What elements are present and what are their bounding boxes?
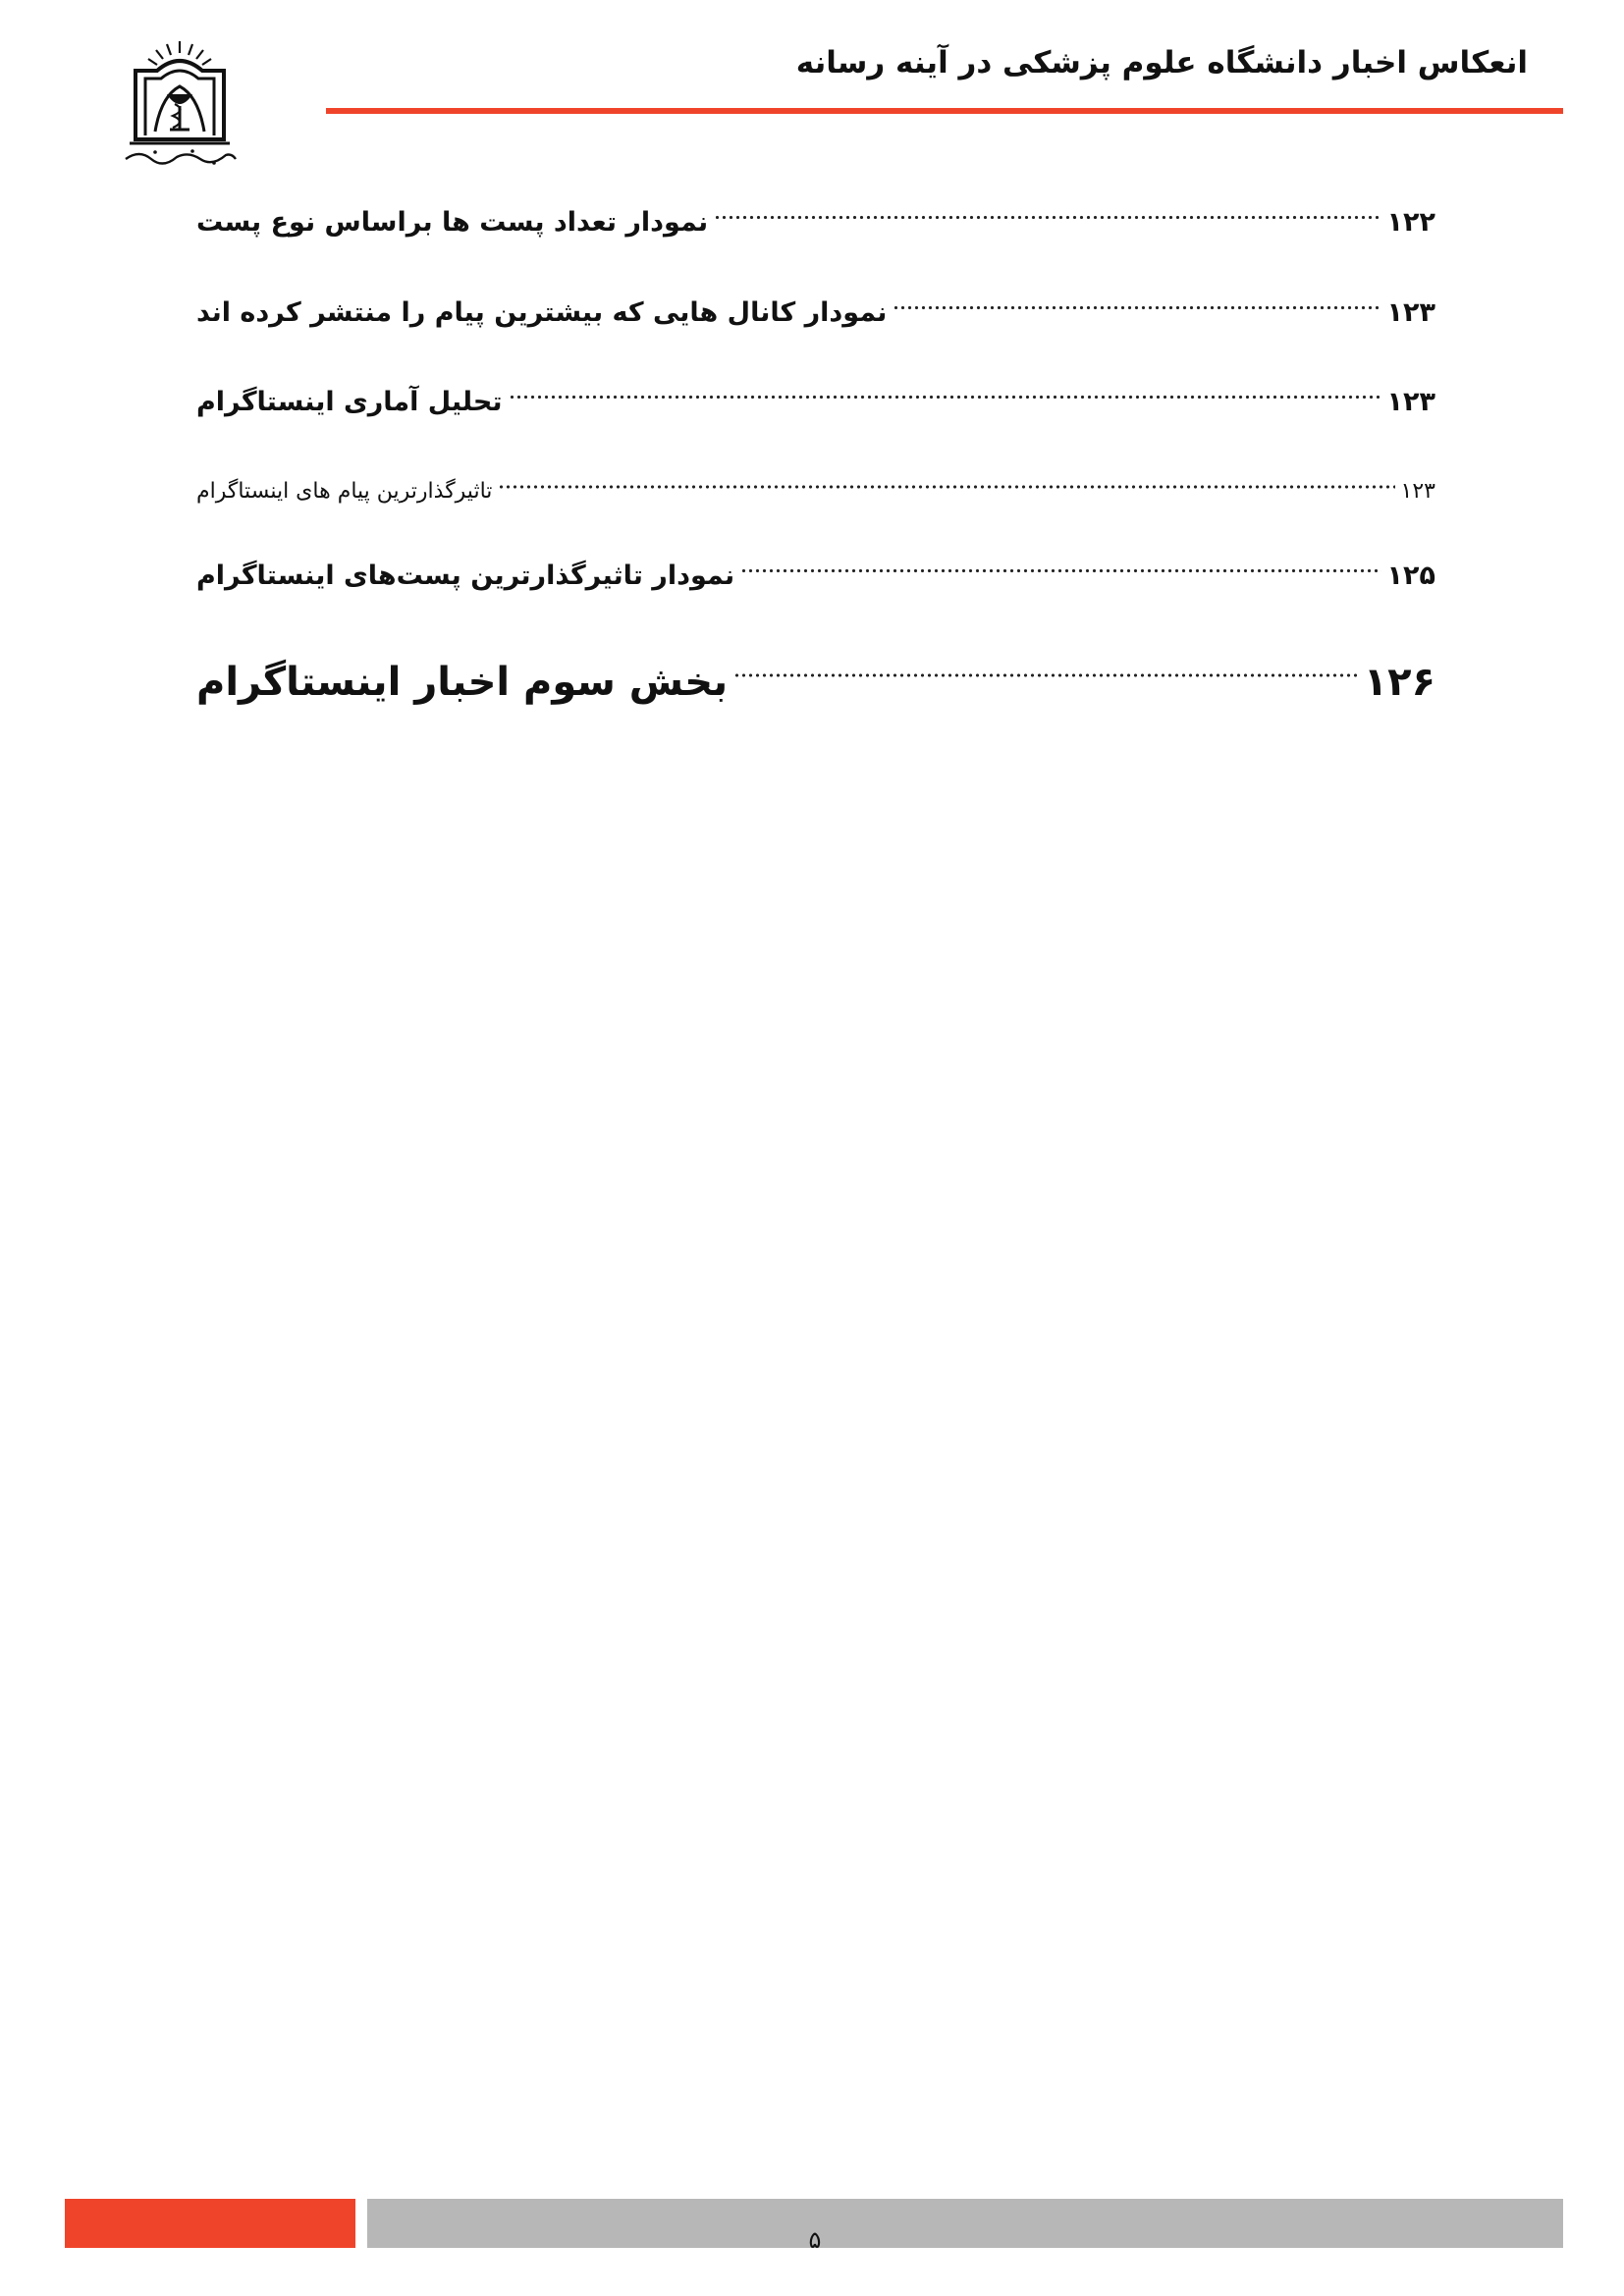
toc-entry[interactable]: [196, 558, 1435, 591]
toc-entry[interactable]: [196, 294, 1435, 328]
toc-entry-page: ۱۲۵: [1386, 561, 1435, 591]
footer-accent-bar: [65, 2199, 355, 2248]
header-rule: [326, 108, 1563, 114]
toc-entry-label: نمودار کانال هایی که بیشترین پیام را منتشر کرده اند: [196, 297, 888, 328]
toc-entry-label: تاثیرگذارترین پیام های اینستاگرام: [196, 479, 493, 504]
page-number: ۵: [808, 2226, 822, 2254]
toc-leader-dots: [509, 384, 1381, 410]
toc-entry-page: ۱۲۳: [1400, 479, 1435, 504]
toc-entry[interactable]: [196, 204, 1435, 238]
toc-entry-label: تحلیل آماری اینستاگرام: [196, 387, 503, 417]
toc-leader-dots: [498, 476, 1394, 498]
toc-entry-section[interactable]: [196, 656, 1435, 705]
toc-entry-page: ۱۲۲: [1386, 207, 1435, 238]
toc-leader-dots: [733, 656, 1358, 695]
toc-leader-dots: [893, 294, 1380, 321]
toc-entry[interactable]: [196, 476, 1435, 504]
toc-leader-dots: [740, 558, 1380, 584]
toc-entry-page: ۱۲۳: [1386, 297, 1435, 328]
toc-entry-label: نمودار تاثیرگذارترین پست‌های اینستاگرام: [196, 561, 735, 591]
toc-entry-page: ۱۲۳: [1386, 387, 1435, 417]
toc-entry-label: نمودار تعداد پست ها براساس نوع پست: [196, 207, 709, 238]
toc-entry-page: ۱۲۶: [1363, 660, 1435, 705]
toc-leader-dots: [714, 204, 1380, 231]
footer-gray-bar: [367, 2199, 1563, 2248]
university-emblem-icon: [116, 37, 244, 167]
toc-entry[interactable]: [196, 384, 1435, 417]
header-title: انعکاس اخبار دانشگاه علوم پزشکی در آینه رسانه: [795, 45, 1528, 80]
toc-entry-label: بخش سوم اخبار اینستاگرام: [196, 660, 729, 705]
